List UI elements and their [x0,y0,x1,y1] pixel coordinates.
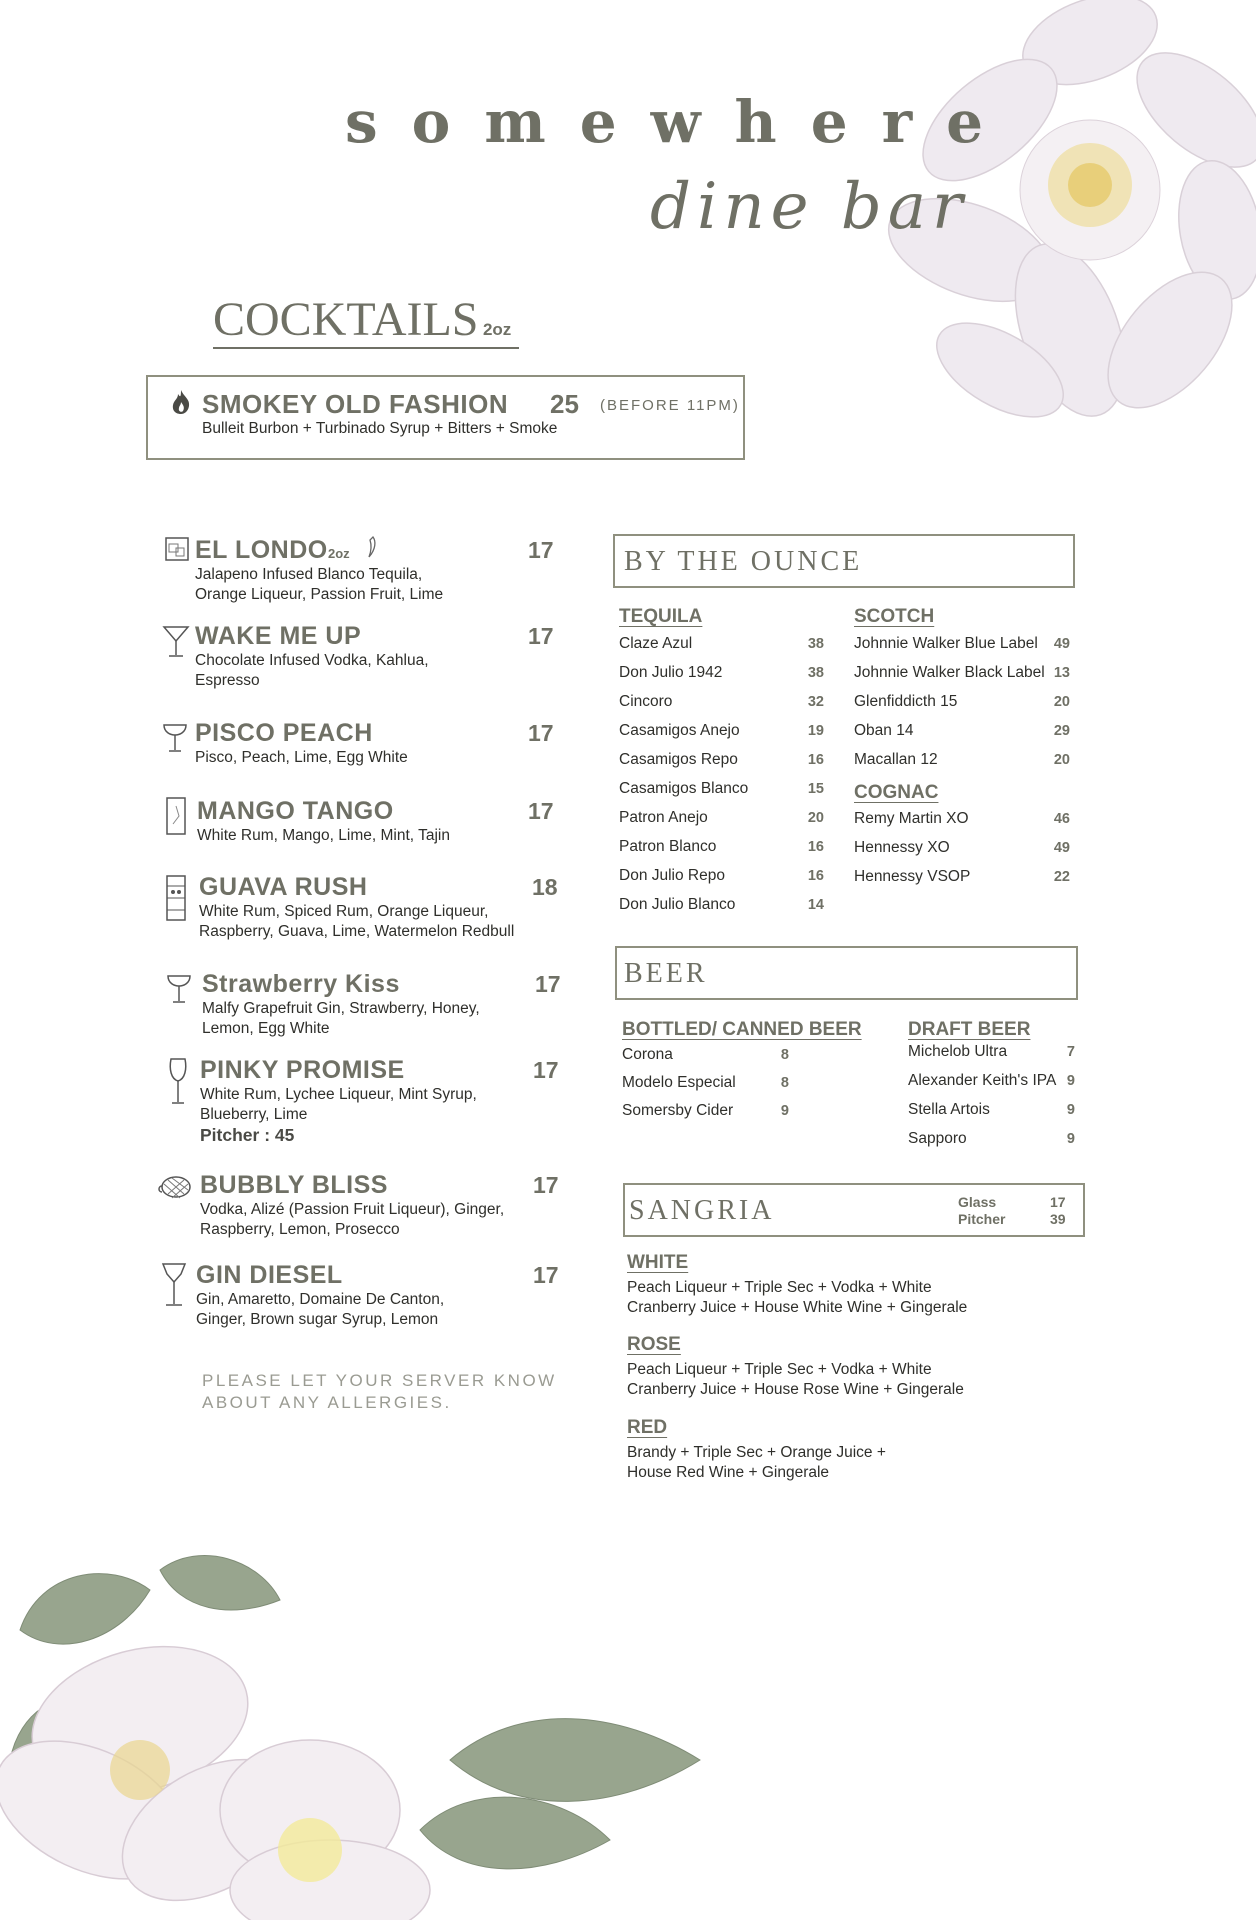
list-item [854,722,1074,751]
cocktail-desc-line-2: Orange Liqueur, Passion Fruit, Lime [195,586,444,603]
cognac-heading: COGNAC [854,782,939,803]
cocktail-desc-line-2: Raspberry, Lemon, Prosecco [200,1221,400,1238]
sangria-pitcher-price: 39 [1050,1211,1066,1227]
list-item [619,809,829,838]
sangria-pitcher-label: Pitcher [958,1211,1006,1227]
featured-note: (BEFORE 11PM) [600,397,740,414]
cocktails-title: COCKTAILS [213,293,479,346]
coupe-glass-icon [166,973,192,1005]
cocktail-name: PINKY PROMISE [200,1056,405,1084]
cocktail-price: 17 [533,1057,559,1083]
list-item [854,868,1074,897]
brand-tagline: dine bar [650,170,969,244]
cocktail-price: 17 [533,1172,559,1198]
cocktail-name: WAKE ME UP [195,622,362,650]
bottled-beer-heading: BOTTLED/ CANNED BEER [622,1019,862,1040]
mug-icon [158,1174,194,1200]
tequila-heading: TEQUILA [619,606,703,627]
item-price: 9 [1066,1131,1075,1147]
item-name: Patron Anejo [619,809,708,826]
sangria-glass-label: Glass [958,1194,997,1210]
item-price: 15 [807,781,824,797]
item-name: Stella Artois [908,1101,990,1118]
cocktail-price: 17 [528,720,554,746]
item-name: Patron Blanco [619,838,717,855]
cocktail-price: 17 [528,537,554,563]
list-item [619,751,829,780]
list-item [908,1130,1078,1159]
scotch-list [854,635,1074,780]
item-name: Don Julio 1942 [619,664,723,681]
sangria-title: SANGRIA [629,1195,775,1226]
cocktail-item [162,794,562,844]
cocktail-item [162,619,562,689]
rocks-glass-icon [164,535,190,563]
item-price: 29 [1053,723,1070,739]
sangria-rose-desc-line-1: Peach Liqueur + Triple Sec + Vodka + White [627,1361,932,1378]
list-item [908,1072,1078,1101]
cocktail-name: BUBBLY BLISS [200,1171,388,1199]
cocktail-item [162,967,582,1037]
item-name: Glenfiddicth 15 [854,693,958,710]
item-price: 22 [1053,869,1070,885]
item-name: Casamigos Anejo [619,722,740,739]
cocktail-desc-line-1: White Rum, Mango, Lime, Mint, Tajin [197,827,450,844]
sangria-white-desc-line-2: Cranberry Juice + House White Wine + Gingerale [627,1299,968,1316]
flame-icon [170,389,192,415]
item-name: Alexander Keith's IPA [908,1072,1057,1089]
hurricane-glass-icon [160,1262,188,1310]
featured-name: SMOKEY OLD FASHION [202,389,509,419]
list-item [854,839,1074,868]
cocktail-desc-line-1: White Rum, Lychee Liqueur, Mint Syrup, [200,1086,477,1103]
cocktail-desc-line-1: Chocolate Infused Vodka, Kahlua, [195,652,429,669]
sangria-red-desc-line-1: Brandy + Triple Sec + Orange Juice + [627,1444,886,1461]
item-price: 8 [780,1075,789,1091]
item-price: 38 [807,636,824,652]
item-price: 14 [807,897,824,913]
item-price: 9 [1066,1073,1075,1089]
cocktail-pitcher-price: Pitcher : 45 [200,1125,295,1145]
item-price: 7 [1066,1044,1075,1060]
cocktail-price: 17 [535,971,561,997]
featured-price: 25 [550,389,579,419]
cocktails-size: 2oz [482,320,512,339]
cocktail-desc-line-1: White Rum, Spiced Rum, Orange Liqueur, [199,903,489,920]
item-price: 9 [780,1103,789,1119]
bottled-beer-list [622,1046,792,1130]
list-item [854,635,1074,664]
coupe-glass-icon [162,722,188,754]
allergy-note-line-1: PLEASE LET YOUR SERVER KNOW [202,1371,557,1390]
item-price: 19 [807,723,824,739]
cocktail-desc-line-2: Ginger, Brown sugar Syrup, Lemon [196,1311,439,1328]
list-item [908,1101,1078,1130]
item-name: Hennessy XO [854,839,950,856]
draft-beer-heading: DRAFT BEER [908,1019,1031,1040]
draft-beer-list [908,1043,1078,1159]
item-price: 16 [807,868,824,884]
list-item [908,1043,1078,1072]
list-item [622,1046,792,1074]
item-name: Corona [622,1046,673,1063]
sangria-glass-price: 17 [1050,1194,1066,1210]
list-item [854,693,1074,722]
item-name: Don Julio Repo [619,867,725,884]
cocktail-desc-line-2: Raspberry, Guava, Lime, Watermelon Redbull [199,923,515,940]
item-name: Modelo Especial [622,1074,736,1091]
item-name: Casamigos Blanco [619,780,749,797]
tiki-glass-icon [164,874,188,922]
beer-header [615,946,1078,1000]
list-item [619,635,829,664]
item-price: 9 [1066,1102,1075,1118]
list-item [619,896,829,925]
cocktail-desc-line-1: Vodka, Alizé (Passion Fruit Liqueur), Ginger, [200,1201,505,1218]
featured-cocktail-box [146,375,745,460]
item-name: Sapporo [908,1130,967,1147]
cocktails-heading [213,292,519,349]
item-price: 32 [807,694,824,710]
list-item [854,810,1074,839]
cocktail-name: GUAVA RUSH [199,873,368,901]
list-item [619,780,829,809]
item-name: Casamigos Repo [619,751,738,768]
cocktail-name: EL LONDO [195,536,328,564]
sangria-rose-heading: ROSE [627,1334,681,1355]
sangria-white-desc-line-1: Peach Liqueur + Triple Sec + Vodka + White [627,1279,932,1296]
cocktail-price: 17 [528,623,554,649]
cocktail-desc-line-2: Blueberry, Lime [200,1106,308,1123]
item-price: 16 [807,752,824,768]
sangria-white-heading: WHITE [627,1252,689,1273]
cocktail-desc-line-2: Lemon, Egg White [202,1020,330,1037]
cognac-list [854,810,1074,897]
cocktail-item [158,1168,578,1238]
martini-glass-icon [162,625,190,659]
item-price: 20 [1053,694,1070,710]
item-name: Macallan 12 [854,751,938,768]
item-name: Cincoro [619,693,673,710]
item-price: 8 [780,1047,789,1063]
item-name: Johnnie Walker Black Label [854,664,1045,681]
chili-pepper-icon [364,535,380,559]
cocktail-name: Strawberry Kiss [202,970,400,998]
beer-title: BEER [624,958,708,989]
cocktail-item [162,716,562,766]
tequila-list [619,635,829,925]
cocktail-size: 2oz [328,546,350,561]
cocktail-name: PISCO PEACH [195,719,373,747]
item-price: 13 [1053,665,1070,681]
item-name: Somersby Cider [622,1102,734,1119]
cocktail-item [158,1258,578,1328]
item-name: Oban 14 [854,722,914,739]
item-price: 16 [807,839,824,855]
list-item [854,751,1074,780]
sangria-header [623,1183,1085,1237]
cocktail-price: 18 [532,874,558,900]
sangria-red-desc-line-2: House Red Wine + Gingerale [627,1464,830,1481]
item-price: 46 [1053,811,1070,827]
list-item [619,722,829,751]
cocktail-desc-line-1: Pisco, Peach, Lime, Egg White [195,749,408,766]
sangria-rose-desc-line-2: Cranberry Juice + House Rose Wine + Gingerale [627,1381,964,1398]
scotch-heading: SCOTCH [854,606,935,627]
list-item [619,664,829,693]
cocktail-desc-line-1: Malfy Grapefruit Gin, Strawberry, Honey, [202,1000,480,1017]
sangria-red-heading: RED [627,1417,668,1438]
cocktail-item [162,1053,582,1148]
wine-glass-icon [167,1057,189,1107]
item-price: 49 [1053,840,1070,856]
list-item [622,1074,792,1102]
list-item [619,693,829,722]
allergy-note-line-2: ABOUT ANY ALLERGIES. [202,1393,452,1412]
cocktail-item [162,870,582,940]
item-price: 49 [1053,636,1070,652]
item-name: Don Julio Blanco [619,896,736,913]
cocktail-name: GIN DIESEL [196,1261,343,1289]
item-name: Johnnie Walker Blue Label [854,635,1038,652]
flower-illustration-bottom [0,1530,760,1920]
item-name: Hennessy VSOP [854,868,971,885]
by-the-ounce-title: BY THE OUNCE [624,546,863,577]
list-item [619,838,829,867]
list-item [854,664,1074,693]
cocktail-price: 17 [528,798,554,824]
item-name: Remy Martin XO [854,810,969,827]
cocktail-name: MANGO TANGO [197,797,394,825]
cocktail-desc-line-1: Gin, Amaretto, Domaine De Canton, [196,1291,445,1308]
cocktail-desc-line-1: Jalapeno Infused Blanco Tequila, [195,566,423,583]
item-price: 20 [807,810,824,826]
cocktail-price: 17 [533,1262,559,1288]
brand-name: somewhere [345,88,1018,156]
featured-desc: Bulleit Burbon + Turbinado Syrup + Bitters + Smoke [202,420,558,437]
cocktail-item [162,533,562,603]
item-name: Claze Azul [619,635,693,652]
highball-glass-icon [164,796,188,836]
list-item [622,1102,792,1130]
item-price: 20 [1053,752,1070,768]
item-price: 38 [807,665,824,681]
list-item [619,867,829,896]
cocktail-desc-line-2: Espresso [195,672,260,689]
item-name: Michelob Ultra [908,1043,1008,1060]
by-the-ounce-header [613,534,1075,588]
